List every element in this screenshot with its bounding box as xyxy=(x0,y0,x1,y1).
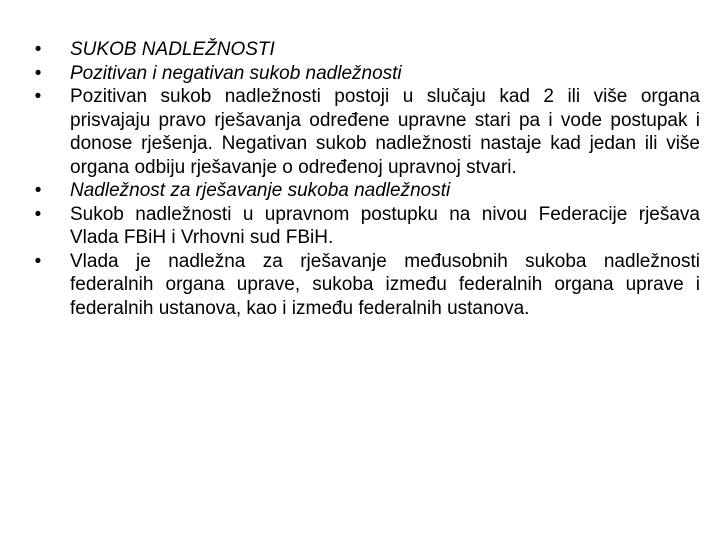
bullet-text: Pozitivan sukob nadležnosti postoji u slučaju kad 2 ili više organa prisvajaju pravo rješavanja određene upravne stari pa i vode postupak i donose rješenja. Negativan sukob nadležnosti nastaje kad jedan ili više organa odbiju rješavanje o određenoj upravnoj stvari. xyxy=(70,86,700,178)
bullet-icon: • xyxy=(34,250,42,272)
bullet-item-government xyxy=(28,250,700,321)
bullet-list xyxy=(28,38,700,320)
bullet-icon: • xyxy=(34,203,42,225)
bullet-text: Pozitivan i negativan sukob nadležnosti xyxy=(70,62,402,84)
bullet-text: Nadležnost za rješavanje sukoba nadležnosti xyxy=(70,180,451,201)
bullet-text: SUKOB NADLEŽNOSTI xyxy=(70,39,275,60)
bullet-item-heading xyxy=(28,179,700,203)
bullet-icon: • xyxy=(34,39,42,60)
bullet-icon: • xyxy=(34,86,42,107)
bullet-item-subtitle xyxy=(28,62,700,86)
bullet-text: Sukob nadležnosti u upravnom postupku na nivou Federacije rješava Vlada FBiH i Vrhovni sud FBiH. xyxy=(70,203,700,248)
bullet-item-federation xyxy=(28,203,700,250)
bullet-item-title xyxy=(28,38,700,62)
bullet-icon: • xyxy=(34,180,42,201)
bullet-item-definition xyxy=(28,85,700,179)
bullet-text: Vlada je nadležna za rješavanje međusobnih sukoba nadležnosti federalnih organa uprave, sukoba između federalnih organa uprave i federalnih ustanova, kao i između federalnih ustanova. xyxy=(70,250,700,319)
bullet-icon: • xyxy=(34,62,42,84)
